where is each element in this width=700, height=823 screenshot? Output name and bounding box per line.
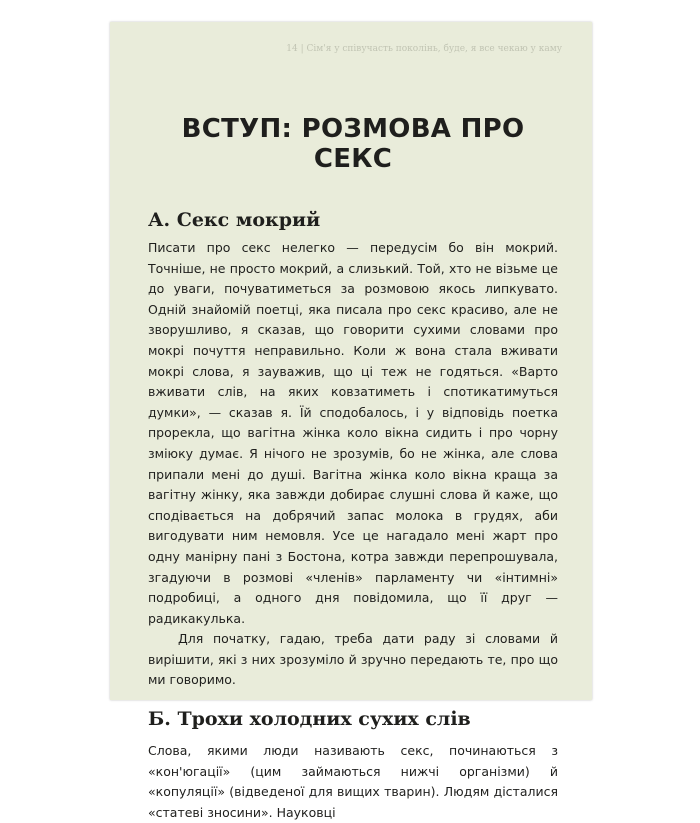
section-a-paragraph-1: Писати про секс нелегко — передусім бо він мокрий. Точніше, не просто мокрий, а слизький. Той, хто не візьме це до уваги, почуватиметься за розмовою якось липкувато. Одній знайомій поетці, яка писала про секс красиво, але не зворушливо, я сказав, що говорити сухими словами про мокрі почуття неправильно. Коли ж вона стала вживати мокрі слова, я зауважив, що ці теж не годяться. «Варто вживати слів, на яких ковзатиметь і спотикатимуться думки», — сказав я. Їй сподобалось, і у відповідь поетка прорекла, що вагітна жінка коло вікна сидить і про чорну зміюку думає. Я нічого не зрозумів, бо не жінка, але слова припали мені до душі. Вагітна жінка коло вікна краща за вагітну жінку, яка завжди добирає слушні слова й каже, що сподівається на добрячий запас молока в грудях, аби вигодувати ним немовля. Усе це нагадало мені жарт про одну манірну пані з Бостона, котра завжди перепрошувала, згадуючи в розмові «членів» парламенту чи «інтимні» подробиці, а одного дня повідомила, що її друг — радикакулька.: [148, 240, 558, 626]
running-header-bleedthrough: 14 | Сім'я у співучасть поколінь, буде, я все чекаю у каму: [286, 44, 562, 54]
section-b-paragraph-1: Слова, якими люди називають секс, починаються з «кон'югації» (цим займаються нижчі організми) й «копуляції» (відведеної для вищих тварин). Людям дісталися «статеві зносини». Науковці: [148, 743, 558, 820]
section-b-heading: Б. Трохи холодних сухих слів: [148, 708, 471, 731]
book-page: [110, 22, 592, 820]
section-a-paragraph-2: Для початку, гадаю, треба дати раду зі словами й вирішити, які з них зрозуміло й зручно передають те, про що ми говоримо.: [148, 631, 558, 688]
page-content: [148, 84, 558, 823]
section-a-heading: А. Секс мокрий: [148, 209, 321, 231]
chapter-title: ВСТУП: РОЗМОВА ПРО СЕКС: [181, 114, 525, 174]
